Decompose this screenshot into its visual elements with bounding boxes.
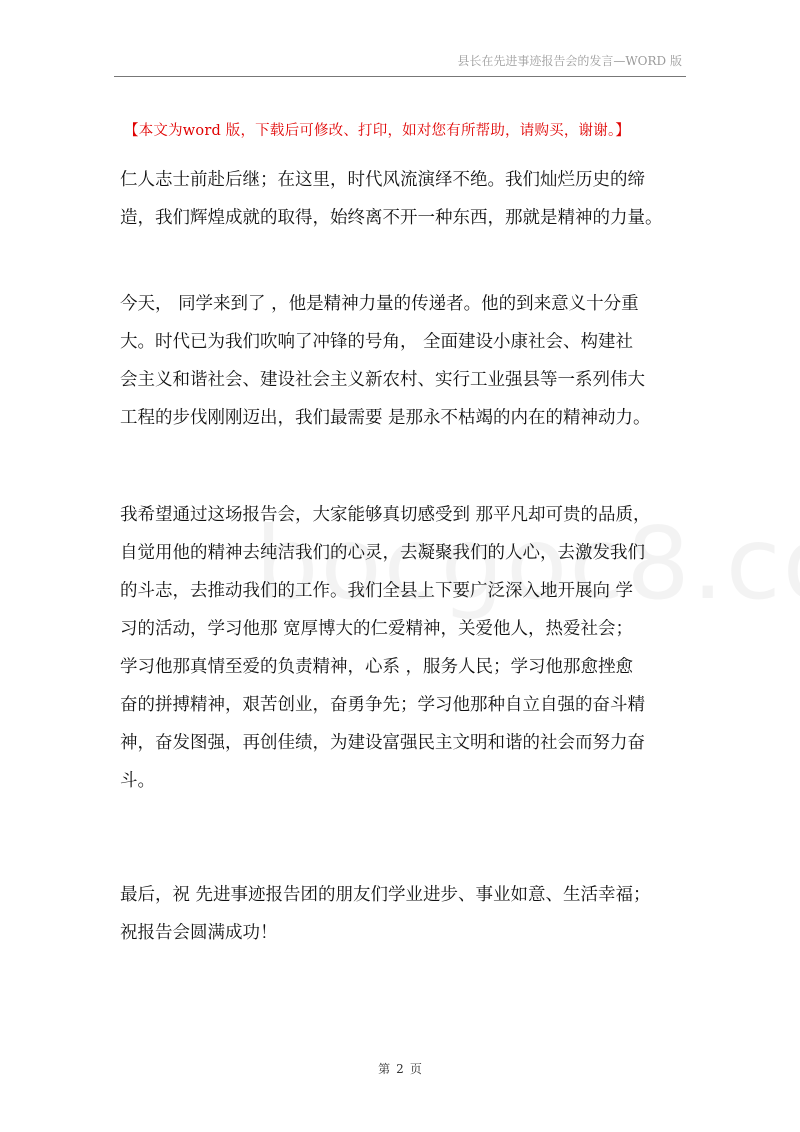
text-line: 奋的拼搏精神，艰苦创业，奋勇争先；学习他那种自立自强的奋斗精	[120, 695, 645, 715]
text-line: 会主义和谐社会、建设社会主义新农村、实行工业强县等一系列伟大	[120, 370, 645, 390]
text-line: 工程的步伐刚刚迈出，我们最需要 是那永不枯竭的内在的精神动力。	[120, 408, 651, 428]
text-line: 仁人志士前赴后继；在这里，时代风流演绎不绝。我们灿烂历史的缔	[120, 170, 645, 190]
text-line: 学习他那真情至爱的负责精神，心系 ，服务人民；学习他那愈挫愈	[120, 657, 634, 677]
paragraph-4	[120, 876, 695, 952]
text-line: 最后，祝 先进事迹报告团的朋友们学业进步、事业如意、生活幸福；	[120, 885, 651, 905]
text-line: 祝报告会圆满成功！	[120, 923, 278, 943]
paragraph-1	[120, 161, 695, 237]
text-line: 大。时代已为我们吹响了冲锋的号角， 全面建设小康社会、构建社	[120, 332, 634, 352]
page-footer	[0, 1060, 800, 1077]
text-line: 今天， 同学来到了 ，他是精神力量的传递者。他的到来意义十分重	[120, 294, 639, 314]
footer-prefix: 第	[378, 1062, 391, 1076]
footer-suffix: 页	[409, 1062, 422, 1076]
paragraph-3	[120, 496, 695, 800]
text-line: 斗。	[120, 771, 155, 791]
text-line: 习的活动，学习他那 宽厚博大的仁爱精神，关爱他人，热爱社会；	[120, 619, 634, 639]
download-notice: 【本文为word 版，下载后可修改、打印，如对您有所帮助，请购买，谢谢。】	[124, 123, 631, 139]
text-line: 自觉用他的精神去纯洁我们的心灵，去凝聚我们的人心，去激发我们	[120, 543, 645, 563]
page-header-title: 县长在先进事迹报告会的发言—WORD 版	[457, 54, 682, 68]
text-line: 我希望通过这场报告会，大家能够真切感受到 那平凡却可贵的品质，	[120, 505, 651, 525]
header-divider	[114, 76, 686, 77]
paragraph-2	[120, 285, 695, 437]
text-line: 造，我们辉煌成就的取得，始终离不开一种东西，那就是精神的力量。	[120, 208, 663, 228]
text-line: 的斗志，去推动我们的工作。我们全县上下要广泛深入地开展向 学	[120, 581, 634, 601]
page-number: 2	[396, 1062, 404, 1076]
text-line: 神，奋发图强，再创佳绩，为建设富强民主文明和谐的社会而努力奋	[120, 733, 645, 753]
